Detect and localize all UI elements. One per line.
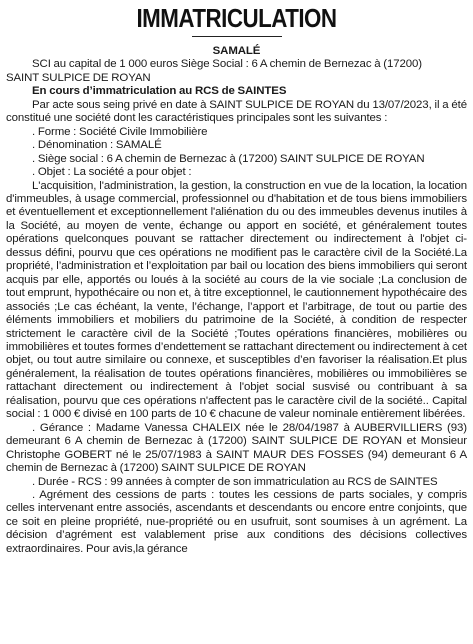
- intro-paragraph: Par acte sous seing privé en date à SAINT SULPICE DE ROYAN du 13/07/2023, il a été constitué une société dont les caractéristiques principales sont les suivantes :: [6, 98, 467, 125]
- company-name: SAMALÉ: [212, 45, 261, 57]
- forme-line: . Forme : Société Civile Immobilière: [32, 125, 208, 138]
- duree-line: . Durée - RCS : 99 années à compter de son immatriculation au RCS de SAINTES: [32, 475, 438, 488]
- objet-label: . Objet : La société a pour objet :: [32, 166, 192, 179]
- title-divider: [192, 36, 282, 37]
- siege-line: . Siège social : 6 A chemin de Bernezac à (17200) SAINT SULPICE DE ROYAN: [32, 152, 425, 165]
- notice-title: IMMATRICULATION: [136, 3, 337, 33]
- agrement-paragraph: . Agrément des cessions de parts : toutes les cessions de parts sociales, y compris celles intervenant entre associés, ascendants et descendants ou encore entre conjoints, que ce soit en pleine propriété, nue-propriété ou en usufruit, sont soumises à un agrément. La décision d’agrément est valablement prise aux conditions des décisions collectives extraordinaires. Pour avis,la gérance: [6, 488, 467, 555]
- denomination-line: . Dénomination : SAMALÉ: [32, 139, 162, 152]
- objet-paragraph: L'acquisition, l'administration, la gestion, la construction en vue de la location, la location d'immeubles, à usage commercial, professionnel ou d'habitation et de tous biens immobiliers et éventuellement et exceptionnellement l'aliénation du ou des immeubles devenus inutiles à la Société, au moyen de vente, échange ou apport en société, et généralement toutes opérations quelconques pouvant se rattacher directement ou indirectement à l'objet ci-dessus défini, pourvu que ces opérations ne modifient pas le caractère civil de la Société.La propriété, l’administration et l’exploitation par bail ou location des biens immobiliers qui seront acquis par elle, apportés ou loués à la société au cours de la vie sociale ;La conclusion de tout emprunt, hypothécaire ou non et, à titre exceptionnel, le cautionnement hypothécaire des associés ;Le cas échéant, la vente, l’échange, l’apport et l’arbitrage, de tout ou partie des éléments immobiliers et mobiliers du patrimoine de la Société, à condition de respecter strictement le caractère civil de la Société ;Toutes opérations financières, mobilières ou immobilières et toutes formes d’endettement se rattachant directement ou indirectement à cet objet, ou tout autre similaire ou connexe, et susceptibles d’en favoriser la réalisation.Et plus généralement, la réalisation de toutes opérations financières, mobilières ou immobilières se rattachant directement ou indirectement à l'objet social susvisé ou contribuant à sa réalisation, pourvu que ces opérations n'affectent pas le caractère civil de la société.. Capital social : 1 000 € divisé en 100 parts de 10 € chacune de valeur nominale entièrement libérées.: [6, 179, 467, 421]
- registration-status: En cours d’immatriculation au RCS de SAINTES: [32, 85, 287, 98]
- company-city-line: SAINT SULPICE DE ROYAN: [6, 71, 151, 84]
- gerance-paragraph: . Gérance : Madame Vanessa CHALEIX née le 28/04/1987 à AUBERVILLIERS (93) demeurant 6 A chemin de Bernezac à (17200) SAINT SULPICE DE ROYAN et Monsieur Christophe GOBERT né le 25/07/1983 à SAINT MAUR DES FOSSES (94) demeurant 6 A chemin de Bernezac à (17200) SAINT SULPICE DE ROYAN: [6, 421, 467, 475]
- company-capital-line: SCI au capital de 1 000 euros Siège Social : 6 A chemin de Bernezac à (17200): [32, 58, 422, 71]
